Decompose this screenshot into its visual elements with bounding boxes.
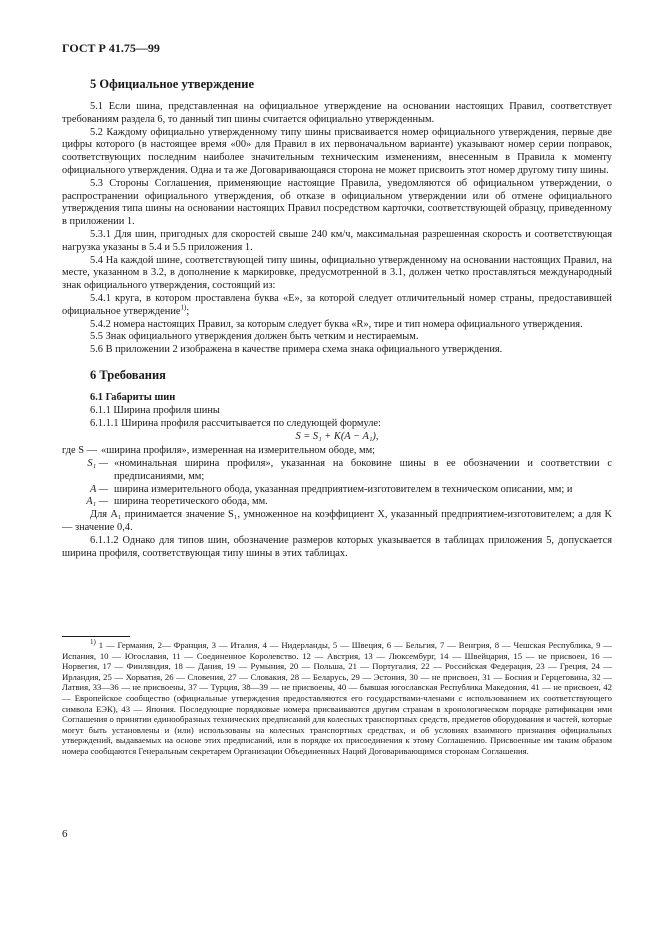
paragraph-5-4-2: 5.4.2 номера настоящих Правил, за которым следует буква «R», тире и тип номера официального утверждения. — [90, 318, 583, 330]
paragraph-6-1-1-2: 6.1.1.2 Однако для типов шин, обозначение размеров которых указывается в таблицах приложения 5, допускается ширина профиля, соответствующая типу шины в этих таблицах. — [62, 534, 612, 559]
paragraph-5-3-1: 5.3.1 Для шин, пригодных для скоростей свыше 240 км/ч, максимальная разрешенная скорость и соответствующая нагрузка указаны в 5.4 и 5.5 приложения 1. — [62, 228, 612, 253]
paragraph-5-4-1-end: ; — [186, 305, 190, 317]
footnote-marker: 1) — [90, 638, 96, 647]
paragraph-5-4: 5.4 На каждой шине, соответствующей типу шины, официально утвержденному на основании настоящих Правил, на месте, указанном в 3.2, в дополнение к маркировке, предусмотренной в 3.1, должен четко проставляться международный знак официального утверждения, состоящий из: — [62, 254, 612, 292]
footnote-ref[interactable]: 1) — [180, 303, 187, 312]
definition-symbol: S₁ — — [87, 457, 108, 469]
subsection-6-1-heading: 6.1 Габариты шин — [90, 391, 176, 403]
paragraph-6-1-1: 6.1.1 Ширина профиля шины — [90, 404, 220, 416]
paragraph-6-1-1-1: 6.1.1.1 Ширина профиля рассчитывается по следующей формуле: — [90, 417, 381, 429]
definition-text: «ширина профиля», измеренная на измерительном ободе, мм; — [101, 445, 376, 457]
section-5-heading: 5 Официальное утверждение — [90, 77, 254, 91]
definition-item — [62, 445, 612, 458]
formula: S = S₁ + K(A − A₁), — [295, 431, 379, 443]
definition-symbol: A — — [90, 483, 108, 495]
definitions-list — [62, 445, 612, 509]
paragraph-5-1: 5.1 Если шина, представленная на официальное утверждение на основании настоящих Правил, соответствует требованиям раздела 6, то данный тип шины считается официально утвержденным. — [62, 101, 612, 125]
paragraph-5-4-1 — [62, 293, 612, 319]
definition-text: ширина теоретического обода, мм. — [114, 496, 268, 508]
footnote-text: 1 — Германия, 2— Франция, 3 — Италия, 4 — Нидерланды, 5 — Швеция, 6 — Бельгия, 7 — Венгрия, 8 — Чешская Республика, 9 — Испания, 10 — Югославия, 11 — Соединенное Королевство. 12 — Австрия, 13 — Люксембург, 14 — Швейцария, 15 — не присвоен, 16 — Норвегия, 17 — Финляндия, 18 — Дания, 19 — Румыния, 20 — Польша, 21 — Португалия, 22 — Российская Федерация, 23 — Греция, 24 — Ирландия, 25 — Хорватия, 26 — Словения, 27 — Словакия, 28 — Беларусь, 29 — Эстония, 30 — не присвоен, 31 — Босния и Герцеговина, 32 — Латвия, 33—36 — не присвоены, 37 — Турция, 38—39 — не присвоены, 40 — бывшая югославская Республика Македония, 41 — не присвоен, 42 — Европейское сообщество (официальные утверждения предоставляются его государствами-членами с использованием их соответствующего символа ЕЭК), 43 — Япония. Последующие порядковые номера присваиваются другим странам в хронологическом порядке ратификации ими Соглашения о принятии единообразных технических предписаний для колесных транспортных средств, предметов оборудования и частей, которые могут быть установлены и (или) использованы на колесных транспортных средствах, и об условиях взаимного признания официальных утверждений, выдаваемых на основе этих предписаний, или в порядке их присоединения к этому Соглашению. Присвоенные им таким образом номера сообщаются Генеральным секретарем Организации Объединенных Наций Договаривающимся сторонам Соглашения. — [62, 640, 612, 756]
definition-text: ширина измерительного обода, указанная предприятием-изготовителем в техническом описании, мм; и — [114, 483, 573, 495]
definition-item — [62, 496, 612, 509]
definition-symbol: где S — — [62, 445, 98, 457]
paragraph-5-5: 5.5 Знак официального утверждения должен быть четким и нестираемым. — [90, 331, 419, 343]
page-number: 6 — [62, 828, 68, 840]
paragraph-5-6: 5.6 В приложении 2 изображена в качестве примера схема знака официального утверждения. — [90, 344, 503, 356]
paragraph-a1-note: Для A₁ принимается значение S₁, умноженное на коэффициент X, указанный предприятием-изготовителем; а для K — значение 0,4. — [62, 509, 612, 533]
body-text — [62, 77, 612, 560]
section-6-heading: 6 Требования — [90, 367, 166, 382]
paragraph-5-3: 5.3 Стороны Соглашения, применяющие настоящие Правила, уведомляются об официальном утверждении, о распространении официального утверждения, об отказе в официальном утверждении или об отмене официального утверждения типа шины на основании настоящих Правил посредством карточки, соответствующей образцу, приведенному в приложении 1. — [62, 177, 612, 228]
document-code-header: ГОСТ Р 41.75—99 — [62, 41, 160, 55]
definition-item — [62, 458, 612, 484]
footnote-text-block — [62, 640, 612, 757]
paragraph-5-4-1-text: 5.4.1 круга, в котором проставлена буква «Е», за которой следует отличительный номер страны, предоставившей официальное утверждение — [62, 292, 612, 317]
footnote-separator — [62, 636, 130, 637]
definition-text: «номинальная ширина профиля», указанная на боковине шины в ее обозначении и соответствии с предписаниями, мм; — [114, 457, 612, 482]
definition-item — [62, 484, 612, 497]
definition-symbol: A₁ — — [86, 496, 108, 508]
footnote — [62, 640, 612, 757]
paragraph-5-2: 5.2 Каждому официально утвержденному типу шины присваивается номер официального утверждения, первые две цифры которого (в настоящее время «00» для Правил в их первоначальном варианте) указывают номер серии поправок, соответствующих последним наиболее значительным техническим изменениям, внесенным в Правила к моменту официального утверждения. Одна и та же Договаривающаяся сторона не может присвоить этот номер другому типу шины. — [62, 126, 612, 176]
